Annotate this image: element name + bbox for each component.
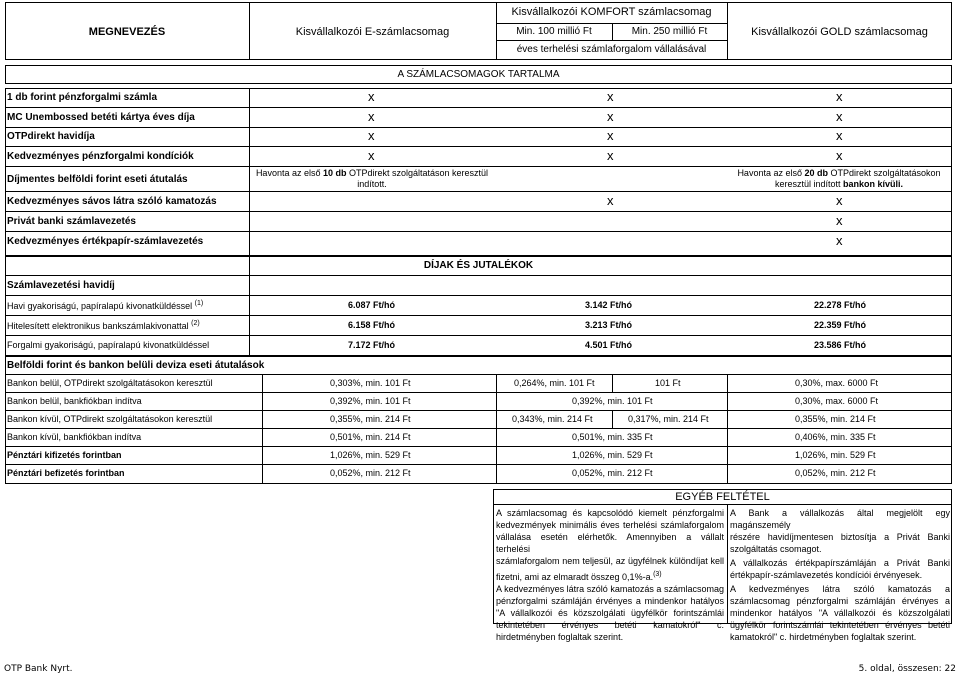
included-mark: x	[368, 148, 375, 163]
transfer-gold-value: 0,406%, min. 335 Ft	[795, 432, 876, 442]
other-conditions-title: EGYÉB FELTÉTEL	[675, 491, 770, 503]
fee-e-value: 6.087 Ft/hó	[348, 300, 396, 310]
fee-e-value: 6.158 Ft/hó	[348, 320, 396, 330]
included-mark: x	[607, 128, 614, 143]
included-mark: x	[836, 89, 843, 104]
header-e-package: Kisvállalkozói E-számlacsomag	[295, 26, 450, 38]
cash-komfort-value: 1,026%, min. 529 Ft	[572, 450, 653, 460]
included-mark: x	[607, 193, 614, 208]
cash-e-value: 0,052%, min. 212 Ft	[330, 468, 411, 478]
transfer-komfort-value: 0,317%, min. 214 Ft	[628, 414, 709, 424]
transfer-title: Belföldi forint és bankon belüli deviza eseti átutalások	[7, 360, 265, 371]
fee-row-label: Forgalmi gyakoriságú, papíralapú kivonatküldéssel	[7, 340, 210, 350]
header-megnevezes: MEGNEVEZÉS	[88, 26, 166, 38]
cash-row-label: Pénztári kifizetés forintban	[7, 450, 122, 460]
transfer-e-value: 0,501%, min. 214 Ft	[330, 432, 411, 442]
included-mark: x	[836, 109, 843, 124]
content-row-label: Kedvezményes pénzforgalmi kondíciók	[7, 151, 194, 162]
included-mark: x	[836, 193, 843, 208]
fee-e-value: 7.172 Ft/hó	[348, 340, 396, 350]
cash-row-label: Pénztári befizetés forintban	[7, 468, 125, 478]
transfer-gold-value: 0,355%, min. 214 Ft	[795, 414, 876, 424]
transfer-komfort-value: 0,501%, min. 335 Ft	[572, 432, 653, 442]
content-row-label: OTPdirekt havidíja	[7, 131, 95, 142]
transfer-e-value: 0,303%, min. 101 Ft	[330, 378, 411, 388]
included-mark: x	[607, 109, 614, 124]
fee-komfort-value: 4.501 Ft/hó	[585, 340, 633, 350]
included-mark: x	[836, 128, 843, 143]
included-mark: x	[368, 89, 375, 104]
fee-gold-value: 22.278 Ft/hó	[814, 300, 867, 310]
included-mark: x	[368, 109, 375, 124]
transfer-gold-value: 0,30%, max. 6000 Ft	[795, 396, 879, 406]
content-row-label: Privát banki számlavezetés	[7, 216, 136, 227]
fee-row-label: Havi gyakoriságú, papíralapú kivonatküldéssel $^{(1)}$	[7, 300, 204, 311]
cash-komfort-value: 0,052%, min. 212 Ft	[572, 468, 653, 478]
transfer-gold-value: 0,30%, max. 6000 Ft	[795, 378, 879, 388]
transfer-row-label: Bankon belül, bankfiókban indítva	[7, 396, 142, 406]
content-row-label: Díjmentes belföldi forint eseti átutalás	[7, 174, 188, 185]
section-fees-title: DÍJAK ÉS JUTALÉKOK	[423, 260, 534, 271]
included-mark: x	[607, 148, 614, 163]
transfer-e-value: 0,392%, min. 101 Ft	[330, 396, 411, 406]
fee-komfort-value: 3.213 Ft/hó	[585, 320, 633, 330]
content-row-label: Kedvezményes értékpapír-számlavezetés	[7, 236, 204, 247]
cash-e-value: 1,026%, min. 529 Ft	[330, 450, 411, 460]
footer-page-number: 5. oldal, összesen: 22	[858, 664, 956, 674]
header-komfort-min100: Min. 100 millió Ft	[516, 26, 592, 37]
content-row-label: 1 db forint pénzforgalmi számla	[7, 92, 158, 103]
footer-company: OTP Bank Nyrt.	[4, 664, 73, 674]
transfer-komfort-value: 0,392%, min. 101 Ft	[572, 396, 653, 406]
transfer-row-label: Bankon kívül, OTPdirekt szolgáltatásokon keresztül	[7, 414, 213, 424]
content-row-label: MC Unembossed betéti kártya éves díja	[7, 112, 195, 123]
transfer-komfort-value: 101 Ft	[655, 378, 681, 388]
included-mark: x	[836, 213, 843, 228]
transfer-row-label: Bankon belül, OTPdirekt szolgáltatásokon keresztül	[7, 378, 213, 388]
cash-gold-value: 0,052%, min. 212 Ft	[795, 468, 876, 478]
section-content-title: A SZÁMLACSOMAGOK TARTALMA	[397, 69, 560, 80]
e-package-transfer-note: Havonta az első 10 db OTPdirekt szolgáltatáson keresztül indított.	[255, 168, 489, 189]
transfer-komfort-value: 0,343%, min. 214 Ft	[512, 414, 593, 424]
fee-komfort-value: 3.142 Ft/hó	[585, 300, 633, 310]
fee-title: Számlavezetési havidíj	[7, 280, 115, 291]
header-komfort-note: éves terhelési számlaforgalom vállalásával	[516, 44, 707, 55]
included-mark: x	[836, 233, 843, 248]
transfer-e-value: 0,355%, min. 214 Ft	[330, 414, 411, 424]
fee-gold-value: 22.359 Ft/hó	[814, 320, 867, 330]
included-mark: x	[607, 89, 614, 104]
included-mark: x	[836, 148, 843, 163]
transfer-row-label: Bankon kívül, bankfiókban indítva	[7, 432, 142, 442]
other-conditions-left: A számlacsomag és kapcsolódó kiemelt pénzforgalmi kedvezmények minimális éves terhelési számlaforgalom vállalása esetén elérhetők. Amennyiben a vállalt terhelési számlaforgalom nem teljesül, az ügyfélnek különdíjat kell fizetni, ami az elmaradt összeg 0,1%-a.$^{(3)}$ A kedvezményes látra szóló kamatozás a számlacsomag pénzforgalmi számláján érvényes a mindenkor hatályos "A vállalkozói és közszolgálati ügyfélkör forintszámlái tekintetében érvényes betéti kamatokról" c. hirdetményben foglaltak szerint.	[496, 508, 724, 642]
header-gold-package: Kisvállalkozói GOLD számlacsomag	[751, 26, 928, 38]
included-mark: x	[368, 128, 375, 143]
header-komfort-min250: Min. 250 millió Ft	[631, 26, 708, 37]
gold-package-transfer-note: Havonta az első 20 db OTPdirekt szolgáltatásokon keresztül indított bankon kívüli.	[737, 168, 941, 189]
cash-gold-value: 1,026%, min. 529 Ft	[795, 450, 876, 460]
content-row-label: Kedvezményes sávos látra szóló kamatozás	[7, 196, 217, 207]
header-komfort-package: Kisvállalkozói KOMFORT számlacsomag	[511, 6, 712, 18]
other-conditions-right: A Bank a vállalkozás által megjelölt egy magánszemély részére havidíjmentesen biztosítja a Privát Banki szolgáltatás csomagot. A vállalkozás értékpapírszámláján a Privát Banki értékpapír-számlavezetés kondíciói érvényesek. A kedvezményes látra szóló kamatozás a számlacsomag pénzforgalmi számláján érvényes a mindenkor hatályos "A vállalkozói és közszolgálati ügyfélkör forintszámlái tekintetében érvényes betéti kamatokról" c. hirdetményben foglaltak szerint.	[730, 508, 950, 642]
fee-row-label: Hitelesített elektronikus bankszámlakivonattal $^{(2)}$	[7, 320, 200, 331]
transfer-komfort-value: 0,264%, min. 101 Ft	[514, 378, 595, 388]
fee-gold-value: 23.586 Ft/hó	[814, 340, 867, 350]
